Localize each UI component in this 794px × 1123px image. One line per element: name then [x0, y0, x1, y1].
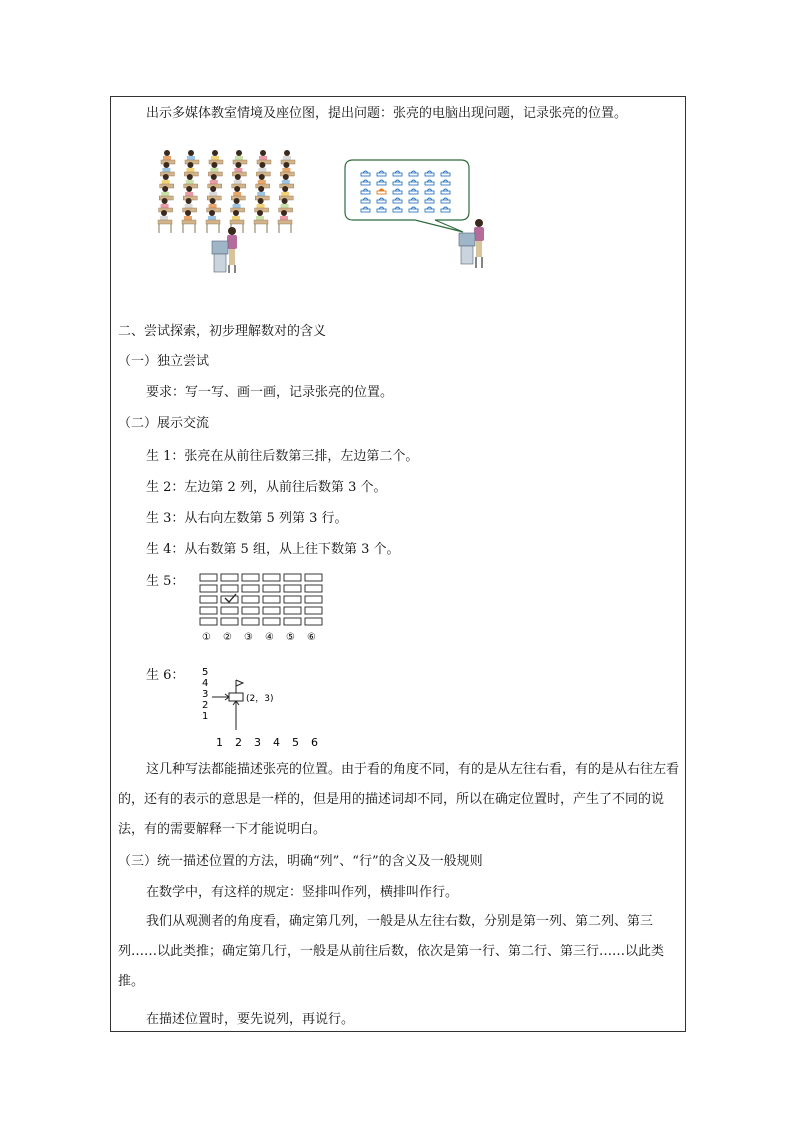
student6-label: 生 6： [146, 668, 185, 683]
student5-drawing [198, 570, 328, 646]
requirement-text: 要求：写一写、画一画，记录张亮的位置。 [146, 385, 394, 400]
teacher-figure-2 [459, 219, 484, 268]
flag-icon [236, 680, 243, 686]
s5-column-label: ① [202, 632, 211, 643]
student2-answer: 生 2：左边第 2 列，从前往后数第 3 个。 [146, 480, 387, 495]
s6-seat [229, 693, 243, 701]
rule1-text: 在数学中，有这样的规定：竖排叫作列，横排叫作行。 [146, 885, 459, 900]
s5-cell [284, 607, 301, 614]
s5-cell [263, 618, 280, 625]
s5-cell [221, 585, 238, 592]
s5-cell [221, 618, 238, 625]
s5-cell [284, 596, 301, 603]
rule2-paragraph: 我们从观测者的角度看，确定第几列，一般是从左往右数，分别是第一列、第二列、第三列……以此类推；确定第几行，一般是从前往后数，依次是第一行、第二行、第三行……以此类推。 [118, 914, 665, 989]
classroom-illustration [150, 145, 320, 280]
student6-drawing [198, 664, 328, 750]
s6-x-label: 5 [292, 736, 299, 749]
s5-cell [263, 574, 280, 581]
s5-cell [221, 607, 238, 614]
rule3-text: 在描述位置时，要先说列，再说行。 [146, 1012, 355, 1027]
s5-cell [263, 585, 280, 592]
s5-cell [305, 574, 322, 581]
sub2-heading: （二）展示交流 [118, 416, 210, 431]
student-desk [185, 150, 199, 164]
s6-x-label: 4 [273, 736, 280, 749]
teacher-figure [212, 227, 237, 273]
s5-cell [242, 607, 259, 614]
student1-answer: 生 1：张亮在从前往后数第三排，左边第二个。 [146, 449, 419, 464]
student-desk [233, 150, 247, 164]
s5-cell [305, 607, 322, 614]
s6-x-label: 2 [235, 736, 242, 749]
student4-answer: 生 4：从右数第 5 组，从上往下数第 3 个。 [146, 542, 400, 557]
student-desk [209, 150, 223, 164]
s5-cell [200, 618, 217, 625]
check-mark [225, 594, 236, 602]
intro-text: 出示多媒体教室情境及座位图，提出问题：张亮的电脑出现问题，记录张亮的位置。 [146, 106, 628, 121]
s6-y-label: 3 [202, 689, 209, 700]
s5-cell [242, 585, 259, 592]
seating-chart-bubble [345, 160, 505, 278]
sub3-heading: （三）统一描述位置的方法，明确“列”、“行”的含义及一般规则 [118, 854, 483, 869]
s5-column-label: ④ [265, 632, 274, 643]
s5-column-label: ② [223, 632, 232, 643]
s5-cell [200, 585, 217, 592]
s5-cell [242, 574, 259, 581]
s6-y-label: 5 [202, 667, 209, 678]
s5-column-label: ③ [244, 632, 253, 643]
s5-cell [242, 618, 259, 625]
s5-cell [284, 574, 301, 581]
student-desk [158, 210, 172, 233]
s5-cell [305, 585, 322, 592]
student-desk [254, 210, 268, 233]
student-desk [278, 210, 292, 233]
s5-cell [221, 574, 238, 581]
student-desk [257, 150, 271, 164]
s5-cell [200, 607, 217, 614]
s5-cell [242, 596, 259, 603]
s5-column-label: ⑥ [307, 632, 316, 643]
sub1-heading: （一）独立尝试 [118, 354, 210, 369]
s5-cell [263, 607, 280, 614]
s5-cell [200, 574, 217, 581]
s6-x-label: 3 [254, 736, 261, 749]
s5-cell [305, 596, 322, 603]
s5-cell [263, 596, 280, 603]
student-desk [206, 210, 220, 233]
student-desk [182, 210, 196, 233]
s6-y-label: 4 [202, 678, 209, 689]
student-desk [281, 150, 295, 164]
s6-x-label: 6 [311, 736, 318, 749]
student3-answer: 生 3：从右向左数第 5 列第 3 行。 [146, 511, 348, 526]
section2-heading: 二、尝试探索，初步理解数对的含义 [118, 324, 327, 339]
student5-label: 生 5： [146, 574, 185, 589]
s6-x-label: 1 [216, 736, 223, 749]
student-desk [161, 150, 175, 164]
s6-y-label: 2 [202, 700, 209, 711]
s6-point-label: (2，3) [246, 694, 274, 704]
s5-cell [200, 596, 217, 603]
summary-paragraph: 这几种写法都能描述张亮的位置。由于看的角度不同，有的是从左往右看，有的是从右往左看的，还有的表示的意思是一样的，但是用的描述词却不同，所以在确定位置时，产生了不同的说法，有的需要解释一下才能说明白。 [118, 762, 680, 837]
s5-cell [305, 618, 322, 625]
s5-cell [284, 618, 301, 625]
s5-column-label: ⑤ [286, 632, 295, 643]
s5-cell [284, 585, 301, 592]
s6-y-label: 1 [202, 711, 209, 722]
